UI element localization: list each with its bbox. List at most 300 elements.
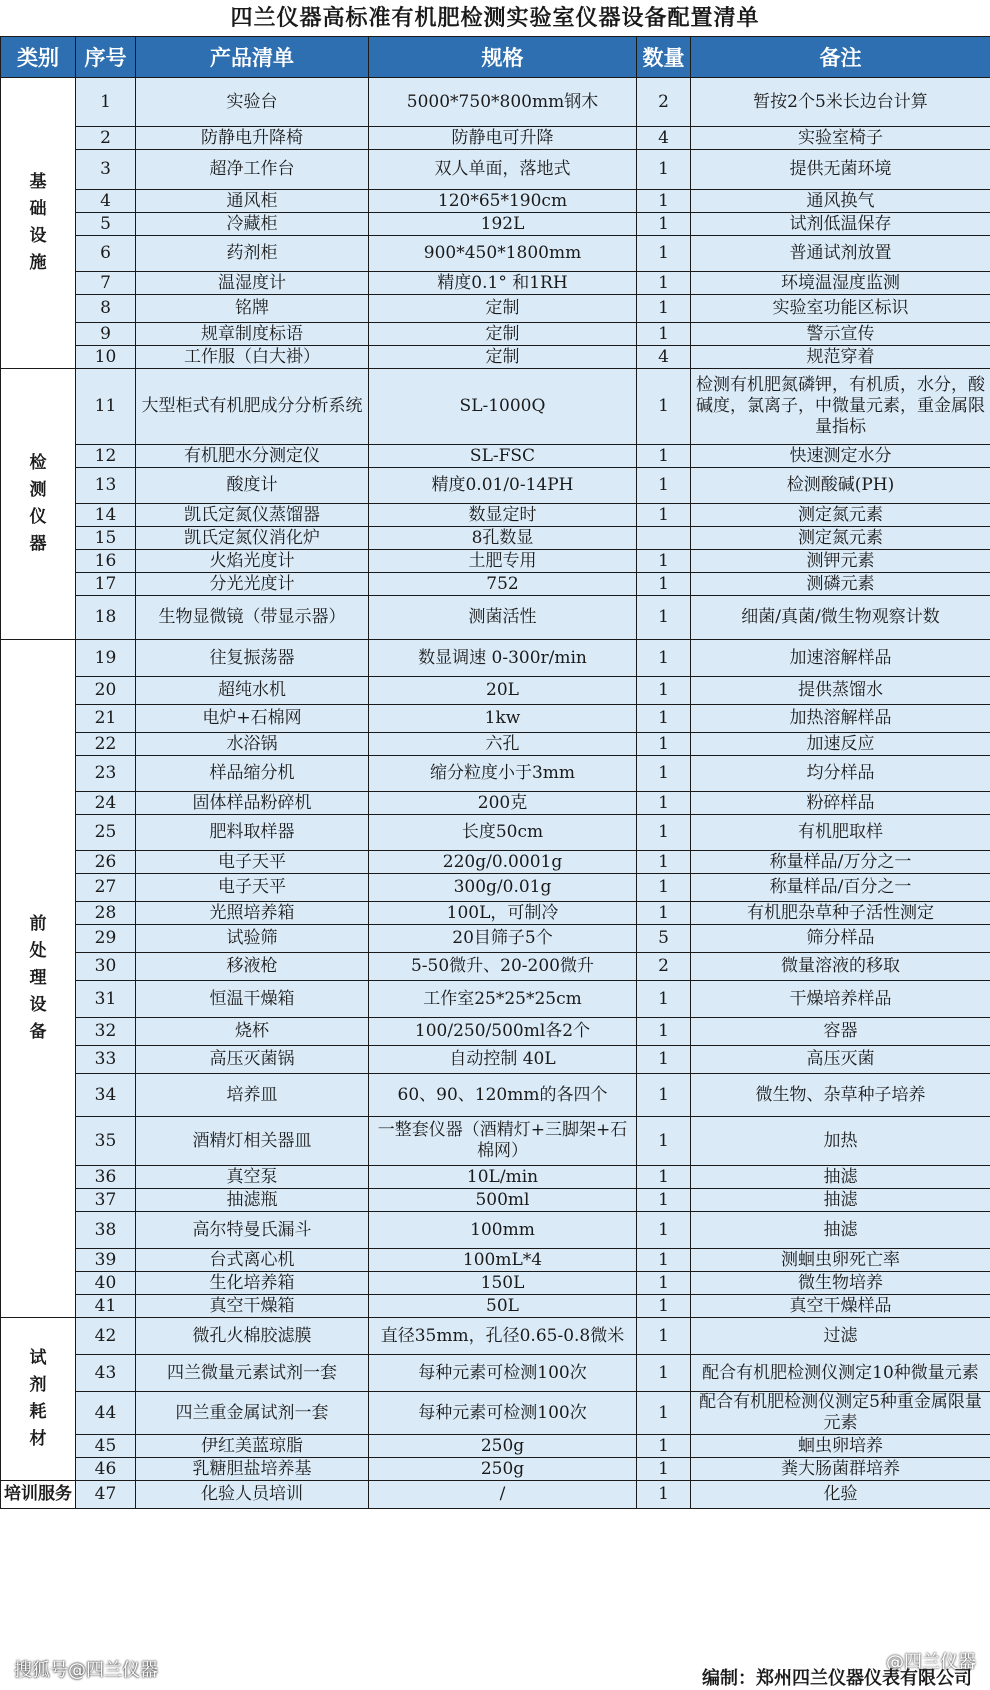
spec-value: 六孔 [369,733,637,756]
remark-text: 加速溶解样品 [691,640,990,677]
spec-value: 定制 [369,346,637,369]
spec-value: 60、90、120mm的各四个 [369,1074,637,1117]
quantity: 1 [637,792,691,815]
spec-value: 缩分粒度小于3mm [369,756,637,792]
table-row [1,504,990,527]
header-product: 产品清单 [136,37,369,78]
product-name: 防静电升降椅 [136,127,369,150]
remark-text: 粪大肠菌群培养 [691,1458,990,1481]
product-name: 抽滤瓶 [136,1189,369,1212]
spec-value: 防静电可升降 [369,127,637,150]
table-row [1,127,990,150]
row-number: 26 [76,851,136,874]
table-row [1,733,990,756]
spec-value: 300g/0.01g [369,874,637,902]
row-number: 39 [76,1249,136,1272]
table-row [1,1392,990,1435]
quantity: 1 [637,981,691,1018]
product-name: 伊红美蓝琼脂 [136,1435,369,1458]
product-name: 真空泵 [136,1166,369,1189]
row-number: 17 [76,573,136,596]
remark-text: 化验 [691,1481,990,1509]
footer-compiler: 编制：郑州四兰仪器仪表有限公司 [702,1664,972,1690]
quantity: 1 [637,1117,691,1166]
spec-value: 10L/min [369,1166,637,1189]
table-row [1,550,990,573]
row-number: 21 [76,705,136,733]
corner-watermark: @四兰仪器 [886,1648,976,1674]
table-row [1,756,990,792]
quantity: 1 [637,1212,691,1249]
quantity: 1 [637,236,691,272]
table-row [1,874,990,902]
remark-text: 高压灭菌 [691,1046,990,1074]
spec-value: SL-1000Q [369,369,637,445]
product-name: 工作服（白大褂） [136,346,369,369]
table-row [1,1212,990,1249]
quantity [637,527,691,550]
quantity: 1 [637,677,691,705]
spec-value: 250g [369,1458,637,1481]
remark-text: 微生物、杂草种子培养 [691,1074,990,1117]
table-row [1,1295,990,1318]
row-number: 41 [76,1295,136,1318]
quantity: 4 [637,346,691,369]
row-number: 44 [76,1392,136,1435]
quantity: 5 [637,925,691,953]
spec-value: 100mL*4 [369,1249,637,1272]
table-row [1,1435,990,1458]
category-label: 试剂耗材 [28,1345,48,1453]
quantity: 1 [637,596,691,640]
table-row [1,445,990,468]
table-row [1,792,990,815]
remark-text: 称量样品/百分之一 [691,874,990,902]
remark-text: 实验室椅子 [691,127,990,150]
quantity: 1 [637,369,691,445]
row-number: 40 [76,1272,136,1295]
header-category: 类别 [1,37,76,78]
remark-text: 加热 [691,1117,990,1166]
remark-text: 微量溶液的移取 [691,953,990,981]
table-row [1,369,990,445]
spec-value: 752 [369,573,637,596]
table-row [1,851,990,874]
row-number: 38 [76,1212,136,1249]
product-name: 光照培养箱 [136,902,369,925]
spec-value: 200克 [369,792,637,815]
table-row [1,1458,990,1481]
quantity: 1 [637,815,691,851]
product-name: 生物显微镜（带显示器） [136,596,369,640]
quantity: 1 [637,851,691,874]
product-name: 微孔火棉胶滤膜 [136,1318,369,1355]
quantity: 4 [637,127,691,150]
quantity: 2 [637,78,691,127]
category-label: 培训服务 [4,1481,72,1508]
table-row [1,981,990,1018]
table-row [1,272,990,295]
quantity: 2 [637,953,691,981]
table-row [1,596,990,640]
row-number: 12 [76,445,136,468]
category-cell [1,1318,76,1481]
spec-value: 150L [369,1272,637,1295]
row-number: 6 [76,236,136,272]
remark-text: 提供无菌环境 [691,150,990,190]
table-row [1,1355,990,1392]
remark-text: 有机肥杂草种子活性测定 [691,902,990,925]
table-row [1,1272,990,1295]
product-name: 温湿度计 [136,272,369,295]
remark-text: 检测酸碱(PH) [691,468,990,504]
remark-text: 测磷元素 [691,573,990,596]
remark-text: 通风换气 [691,190,990,213]
table-title: 四兰仪器高标准有机肥检测实验室仪器设备配置清单 [0,0,990,36]
table-row [1,78,990,127]
remark-text: 粉碎样品 [691,792,990,815]
remark-text: 微生物培养 [691,1272,990,1295]
product-name: 高压灭菌锅 [136,1046,369,1074]
quantity: 1 [637,756,691,792]
quantity: 1 [637,504,691,527]
spec-value: 数显定时 [369,504,637,527]
row-number: 47 [76,1481,136,1509]
row-number: 9 [76,323,136,346]
category-label: 前处理设备 [28,911,48,1046]
spec-value: 定制 [369,295,637,323]
table-row [1,1189,990,1212]
row-number: 42 [76,1318,136,1355]
product-name: 移液枪 [136,953,369,981]
table-body [1,78,990,1509]
row-number: 45 [76,1435,136,1458]
table-row [1,527,990,550]
quantity: 1 [637,1318,691,1355]
spec-value: 土肥专用 [369,550,637,573]
table-row [1,925,990,953]
product-name: 通风柜 [136,190,369,213]
quantity: 1 [637,1481,691,1509]
remark-text: 筛分样品 [691,925,990,953]
table-row [1,677,990,705]
spec-value: 每种元素可检测100次 [369,1392,637,1435]
quantity: 1 [637,705,691,733]
remark-text: 警示宣传 [691,323,990,346]
product-name: 乳糖胆盐培养基 [136,1458,369,1481]
product-name: 冷藏柜 [136,213,369,236]
spec-value: 20L [369,677,637,705]
product-name: 火焰光度计 [136,550,369,573]
category-cell [1,640,76,1318]
product-name: 培养皿 [136,1074,369,1117]
table-row [1,1318,990,1355]
table-row [1,953,990,981]
remark-text: 加速反应 [691,733,990,756]
header-row [1,37,990,78]
row-number: 10 [76,346,136,369]
table-row [1,815,990,851]
product-name: 实验台 [136,78,369,127]
category-label: 检测仪器 [28,450,48,558]
category-cell [1,1481,76,1509]
spec-value: 192L [369,213,637,236]
remark-text: 环境温湿度监测 [691,272,990,295]
row-number: 31 [76,981,136,1018]
quantity: 1 [637,733,691,756]
remark-text: 配合有机肥检测仪测定10种微量元素 [691,1355,990,1392]
spec-value: 数显调速 0-300r/min [369,640,637,677]
remark-text: 规范穿着 [691,346,990,369]
product-name: 分光光度计 [136,573,369,596]
equipment-table [0,36,990,1509]
table-row [1,323,990,346]
product-name: 恒温干燥箱 [136,981,369,1018]
remark-text: 有机肥取样 [691,815,990,851]
quantity: 1 [637,213,691,236]
product-name: 铭牌 [136,295,369,323]
product-name: 酸度计 [136,468,369,504]
row-number: 1 [76,78,136,127]
remark-text: 加热溶解样品 [691,705,990,733]
row-number: 43 [76,1355,136,1392]
spec-value: SL-FSC [369,445,637,468]
remark-text: 称量样品/万分之一 [691,851,990,874]
quantity: 1 [637,1295,691,1318]
remark-text: 过滤 [691,1318,990,1355]
remark-text: 测钾元素 [691,550,990,573]
spec-value: 精度0.1° 和1RH [369,272,637,295]
spec-value: 500ml [369,1189,637,1212]
row-number: 29 [76,925,136,953]
category-cell [1,369,76,640]
product-name: 凯氏定氮仪消化炉 [136,527,369,550]
row-number: 25 [76,815,136,851]
quantity: 1 [637,1046,691,1074]
remark-text: 干燥培养样品 [691,981,990,1018]
row-number: 14 [76,504,136,527]
quantity: 1 [637,1074,691,1117]
product-name: 四兰微量元素试剂一套 [136,1355,369,1392]
quantity: 1 [637,1272,691,1295]
header-spec: 规格 [369,37,637,78]
product-name: 肥料取样器 [136,815,369,851]
row-number: 3 [76,150,136,190]
remark-text: 真空干燥样品 [691,1295,990,1318]
table-row [1,346,990,369]
product-name: 样品缩分机 [136,756,369,792]
remark-text: 均分样品 [691,756,990,792]
row-number: 5 [76,213,136,236]
row-number: 35 [76,1117,136,1166]
spec-value: 直径35mm，孔径0.65-0.8微米 [369,1318,637,1355]
product-name: 台式离心机 [136,1249,369,1272]
product-name: 超纯水机 [136,677,369,705]
spec-value: 900*450*1800mm [369,236,637,272]
table-row [1,705,990,733]
quantity: 1 [637,323,691,346]
category-label: 基础设施 [28,169,48,277]
product-name: 生化培养箱 [136,1272,369,1295]
table-row [1,573,990,596]
product-name: 烧杯 [136,1018,369,1046]
remark-text: 测定氮元素 [691,527,990,550]
spec-value: 100mm [369,1212,637,1249]
remark-text: 容器 [691,1018,990,1046]
row-number: 18 [76,596,136,640]
row-number: 34 [76,1074,136,1117]
row-number: 33 [76,1046,136,1074]
product-name: 水浴锅 [136,733,369,756]
table-row [1,190,990,213]
row-number: 36 [76,1166,136,1189]
product-name: 往复振荡器 [136,640,369,677]
row-number: 24 [76,792,136,815]
remark-text: 测蛔虫卵死亡率 [691,1249,990,1272]
quantity: 1 [637,1249,691,1272]
spec-value: 250g [369,1435,637,1458]
row-number: 7 [76,272,136,295]
spec-value: 5-50微升、20-200微升 [369,953,637,981]
quantity: 1 [637,150,691,190]
quantity: 1 [637,468,691,504]
spec-value: 8孔数显 [369,527,637,550]
quantity: 1 [637,874,691,902]
row-number: 30 [76,953,136,981]
table-row [1,295,990,323]
product-name: 规章制度标语 [136,323,369,346]
product-name: 凯氏定氮仪蒸馏器 [136,504,369,527]
remark-text: 暂按2个5米长边台计算 [691,78,990,127]
product-name: 药剂柜 [136,236,369,272]
spec-value: 工作室25*25*25cm [369,981,637,1018]
quantity: 1 [637,1018,691,1046]
product-name: 真空干燥箱 [136,1295,369,1318]
remark-text: 实验室功能区标识 [691,295,990,323]
spec-value: 50L [369,1295,637,1318]
row-number: 15 [76,527,136,550]
remark-text: 快速测定水分 [691,445,990,468]
spec-value: / [369,1481,637,1509]
remark-text: 检测有机肥氮磷钾，有机质，水分，酸碱度，氯离子，中微量元素，重金属限量指标 [691,369,990,445]
row-number: 37 [76,1189,136,1212]
header-no: 序号 [76,37,136,78]
table-row [1,1018,990,1046]
remark-text: 提供蒸馏水 [691,677,990,705]
quantity: 1 [637,573,691,596]
product-name: 酒精灯相关器皿 [136,1117,369,1166]
spec-value: 20目筛子5个 [369,925,637,953]
spec-value: 220g/0.0001g [369,851,637,874]
row-number: 32 [76,1018,136,1046]
row-number: 16 [76,550,136,573]
remark-text: 普通试剂放置 [691,236,990,272]
product-name: 有机肥水分测定仪 [136,445,369,468]
quantity: 1 [637,1458,691,1481]
spec-value: 精度0.01/0-14PH [369,468,637,504]
spec-value: 自动控制 40L [369,1046,637,1074]
spec-value: 每种元素可检测100次 [369,1355,637,1392]
quantity: 1 [637,295,691,323]
row-number: 13 [76,468,136,504]
row-number: 28 [76,902,136,925]
remark-text: 蛔虫卵培养 [691,1435,990,1458]
spec-value: 100/250/500ml各2个 [369,1018,637,1046]
spec-value: 长度50cm [369,815,637,851]
remark-text: 细菌/真菌/微生物观察计数 [691,596,990,640]
header-remark: 备注 [691,37,990,78]
product-name: 电炉+石棉网 [136,705,369,733]
quantity: 1 [637,1392,691,1435]
product-name: 化验人员培训 [136,1481,369,1509]
table-row [1,150,990,190]
table-row [1,468,990,504]
table-row [1,1166,990,1189]
header-qty: 数量 [637,37,691,78]
quantity: 1 [637,1189,691,1212]
table-row [1,1481,990,1509]
remark-text: 测定氮元素 [691,504,990,527]
quantity: 1 [637,445,691,468]
table-row [1,213,990,236]
row-number: 23 [76,756,136,792]
table-row [1,1074,990,1117]
remark-text: 抽滤 [691,1166,990,1189]
spec-value: 测菌活性 [369,596,637,640]
quantity: 1 [637,1355,691,1392]
product-name: 高尔特曼氏漏斗 [136,1212,369,1249]
remark-text: 抽滤 [691,1189,990,1212]
spec-value: 5000*750*800mm钢木 [369,78,637,127]
row-number: 2 [76,127,136,150]
table-row [1,1117,990,1166]
table-row [1,1249,990,1272]
row-number: 11 [76,369,136,445]
spec-value: 一整套仪器（酒精灯+三脚架+石棉网） [369,1117,637,1166]
table-row [1,236,990,272]
table-row [1,1046,990,1074]
product-name: 电子天平 [136,874,369,902]
table-row [1,640,990,677]
spec-value: 100L，可制冷 [369,902,637,925]
row-number: 27 [76,874,136,902]
category-cell [1,78,76,369]
product-name: 超净工作台 [136,150,369,190]
quantity: 1 [637,1435,691,1458]
quantity: 1 [637,550,691,573]
row-number: 8 [76,295,136,323]
quantity: 1 [637,1166,691,1189]
row-number: 4 [76,190,136,213]
quantity: 1 [637,640,691,677]
row-number: 19 [76,640,136,677]
quantity: 1 [637,272,691,295]
product-name: 固体样品粉碎机 [136,792,369,815]
remark-text: 抽滤 [691,1212,990,1249]
product-name: 四兰重金属试剂一套 [136,1392,369,1435]
row-number: 20 [76,677,136,705]
table-row [1,902,990,925]
product-name: 电子天平 [136,851,369,874]
spec-value: 定制 [369,323,637,346]
sohu-watermark: 搜狐号@四兰仪器 [14,1656,158,1682]
remark-text: 试剂低温保存 [691,213,990,236]
row-number: 46 [76,1458,136,1481]
spec-value: 双人单面，落地式 [369,150,637,190]
spec-value: 1kw [369,705,637,733]
product-name: 大型柜式有机肥成分分析系统 [136,369,369,445]
quantity: 1 [637,190,691,213]
